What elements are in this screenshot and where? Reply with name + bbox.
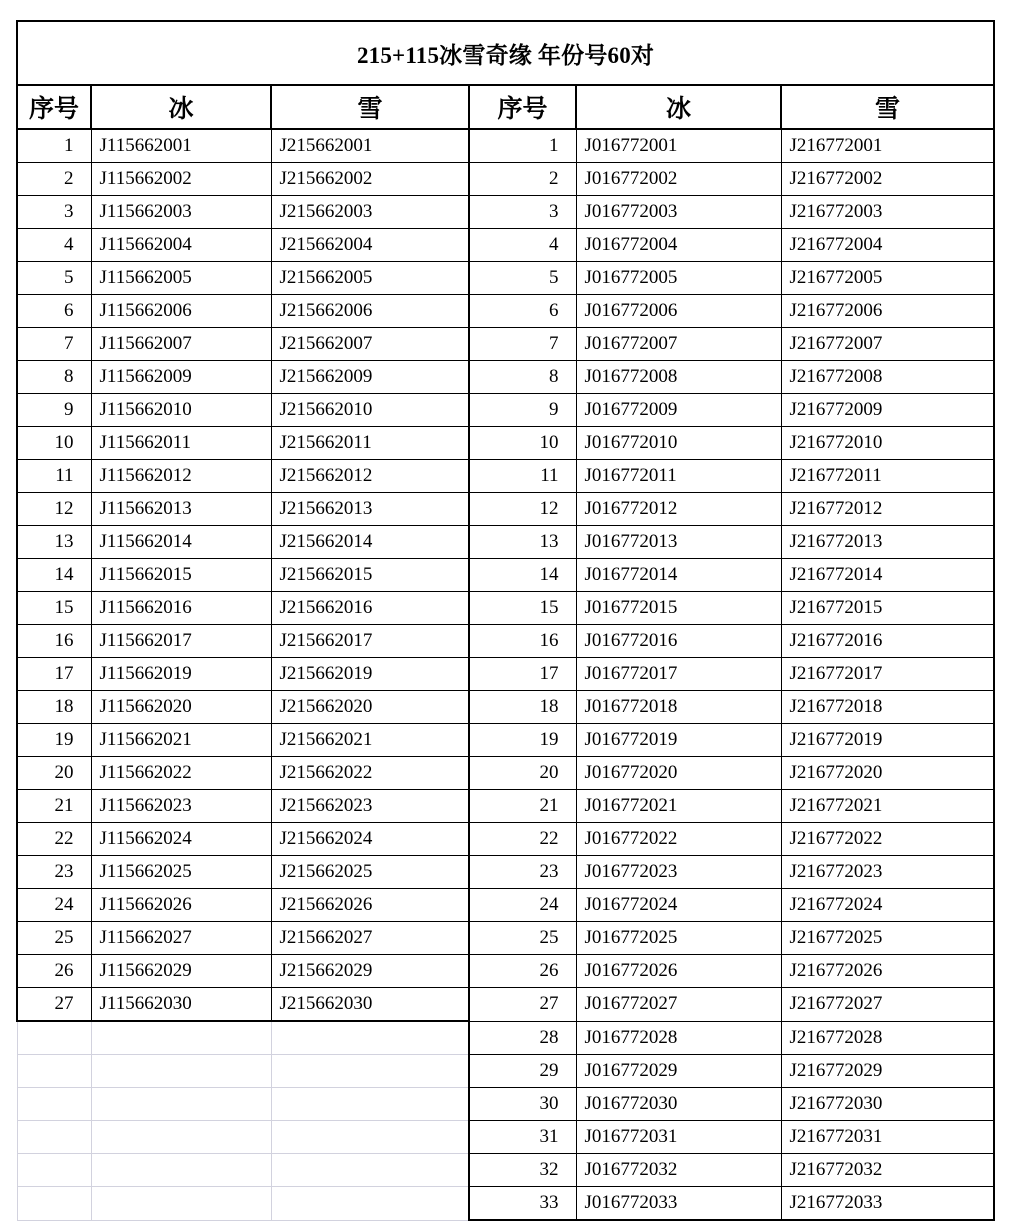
cell-snow-left: J215662002 [271, 163, 469, 196]
cell-ice-right: J016772023 [576, 856, 781, 889]
cell-snow-left: J215662015 [271, 559, 469, 592]
cell-ice-left: J115662021 [91, 724, 271, 757]
table-row [17, 625, 994, 658]
table-row [17, 757, 994, 790]
cell-index-left: 2 [17, 163, 91, 196]
cell-snow-right: J216772027 [781, 988, 994, 1022]
cell-snow-right: J216772022 [781, 823, 994, 856]
cell-empty-left [17, 1121, 91, 1154]
table-row [17, 427, 994, 460]
cell-index-right: 5 [469, 262, 576, 295]
cell-ice-left: J115662015 [91, 559, 271, 592]
cell-ice-left: J115662012 [91, 460, 271, 493]
cell-ice-left: J115662017 [91, 625, 271, 658]
cell-empty-left [17, 1154, 91, 1187]
cell-empty-left [271, 1154, 469, 1187]
cell-index-left: 13 [17, 526, 91, 559]
cell-empty-left [17, 1187, 91, 1221]
cell-index-left: 24 [17, 889, 91, 922]
cell-ice-right: J016772024 [576, 889, 781, 922]
cell-snow-left: J215662009 [271, 361, 469, 394]
cell-ice-left: J115662023 [91, 790, 271, 823]
cell-snow-left: J215662003 [271, 196, 469, 229]
cell-snow-left: J215662026 [271, 889, 469, 922]
cell-snow-right: J216772023 [781, 856, 994, 889]
cell-ice-right: J016772021 [576, 790, 781, 823]
cell-ice-right: J016772022 [576, 823, 781, 856]
cell-snow-right: J216772001 [781, 129, 994, 163]
cell-index-right: 10 [469, 427, 576, 460]
cell-ice-left: J115662006 [91, 295, 271, 328]
cell-ice-left: J115662029 [91, 955, 271, 988]
cell-snow-left: J215662011 [271, 427, 469, 460]
cell-snow-left: J215662029 [271, 955, 469, 988]
cell-ice-left: J115662001 [91, 129, 271, 163]
cell-snow-left: J215662007 [271, 328, 469, 361]
table-row [17, 129, 994, 163]
cell-ice-right: J016772010 [576, 427, 781, 460]
cell-ice-left: J115662020 [91, 691, 271, 724]
cell-snow-left: J215662023 [271, 790, 469, 823]
cell-index-right: 21 [469, 790, 576, 823]
cell-index-right: 13 [469, 526, 576, 559]
cell-empty-left [271, 1088, 469, 1121]
header-ice-right: 冰 [576, 85, 781, 129]
header-row [17, 85, 994, 129]
cell-index-right: 7 [469, 328, 576, 361]
cell-snow-right: J216772012 [781, 493, 994, 526]
cell-snow-left: J215662021 [271, 724, 469, 757]
table-row [17, 262, 994, 295]
cell-ice-left: J115662016 [91, 592, 271, 625]
cell-index-right: 2 [469, 163, 576, 196]
cell-ice-right: J016772008 [576, 361, 781, 394]
table-row [17, 691, 994, 724]
table-row [17, 1154, 994, 1187]
cell-ice-left: J115662007 [91, 328, 271, 361]
cell-ice-left: J115662003 [91, 196, 271, 229]
cell-index-right: 25 [469, 922, 576, 955]
cell-snow-right: J216772026 [781, 955, 994, 988]
cell-ice-left: J115662014 [91, 526, 271, 559]
table-row [17, 394, 994, 427]
cell-index-left: 9 [17, 394, 91, 427]
cell-snow-right: J216772014 [781, 559, 994, 592]
cell-ice-left: J115662027 [91, 922, 271, 955]
table-row [17, 1088, 994, 1121]
cell-index-right: 19 [469, 724, 576, 757]
table-row [17, 1055, 994, 1088]
cell-index-right: 28 [469, 1021, 576, 1055]
cell-index-right: 26 [469, 955, 576, 988]
cell-ice-right: J016772020 [576, 757, 781, 790]
cell-ice-right: J016772018 [576, 691, 781, 724]
table-row [17, 361, 994, 394]
cell-ice-right: J016772002 [576, 163, 781, 196]
cell-index-right: 30 [469, 1088, 576, 1121]
cell-index-left: 22 [17, 823, 91, 856]
cell-index-right: 14 [469, 559, 576, 592]
header-index-right: 序号 [469, 85, 576, 129]
cell-snow-right: J216772011 [781, 460, 994, 493]
pairs-table [16, 20, 995, 1221]
cell-snow-left: J215662027 [271, 922, 469, 955]
cell-ice-left: J115662009 [91, 361, 271, 394]
table-row [17, 526, 994, 559]
cell-ice-left: J115662005 [91, 262, 271, 295]
cell-snow-left: J215662020 [271, 691, 469, 724]
table-row [17, 790, 994, 823]
cell-index-left: 16 [17, 625, 91, 658]
cell-ice-right: J016772028 [576, 1021, 781, 1055]
table-row [17, 163, 994, 196]
cell-snow-right: J216772006 [781, 295, 994, 328]
cell-snow-right: J216772033 [781, 1187, 994, 1221]
table-row [17, 1121, 994, 1154]
cell-index-right: 33 [469, 1187, 576, 1221]
table-row [17, 658, 994, 691]
cell-snow-right: J216772015 [781, 592, 994, 625]
cell-snow-right: J216772030 [781, 1088, 994, 1121]
cell-snow-left: J215662006 [271, 295, 469, 328]
cell-ice-right: J016772004 [576, 229, 781, 262]
header-ice-left: 冰 [91, 85, 271, 129]
cell-ice-right: J016772031 [576, 1121, 781, 1154]
cell-ice-right: J016772007 [576, 328, 781, 361]
cell-snow-right: J216772019 [781, 724, 994, 757]
title-row [17, 21, 994, 85]
cell-empty-left [17, 1055, 91, 1088]
cell-index-right: 11 [469, 460, 576, 493]
table-row [17, 1021, 994, 1055]
cell-index-left: 21 [17, 790, 91, 823]
cell-index-left: 5 [17, 262, 91, 295]
cell-empty-left [271, 1021, 469, 1055]
cell-snow-right: J216772008 [781, 361, 994, 394]
cell-index-right: 16 [469, 625, 576, 658]
cell-ice-right: J016772009 [576, 394, 781, 427]
cell-index-left: 14 [17, 559, 91, 592]
table-row [17, 559, 994, 592]
cell-ice-left: J115662030 [91, 988, 271, 1022]
cell-ice-right: J016772013 [576, 526, 781, 559]
table-row [17, 460, 994, 493]
cell-snow-right: J216772010 [781, 427, 994, 460]
cell-ice-left: J115662004 [91, 229, 271, 262]
cell-ice-right: J016772006 [576, 295, 781, 328]
cell-ice-right: J016772016 [576, 625, 781, 658]
cell-snow-left: J215662014 [271, 526, 469, 559]
cell-index-right: 18 [469, 691, 576, 724]
cell-index-left: 25 [17, 922, 91, 955]
cell-snow-left: J215662025 [271, 856, 469, 889]
cell-empty-left [91, 1187, 271, 1221]
cell-empty-left [17, 1088, 91, 1121]
cell-snow-left: J215662005 [271, 262, 469, 295]
cell-ice-left: J115662013 [91, 493, 271, 526]
cell-snow-right: J216772031 [781, 1121, 994, 1154]
cell-snow-left: J215662004 [271, 229, 469, 262]
cell-snow-left: J215662013 [271, 493, 469, 526]
cell-snow-right: J216772028 [781, 1021, 994, 1055]
cell-ice-right: J016772001 [576, 129, 781, 163]
table-row [17, 328, 994, 361]
cell-snow-right: J216772002 [781, 163, 994, 196]
cell-ice-right: J016772017 [576, 658, 781, 691]
spreadsheet-sheet [16, 20, 993, 1221]
cell-snow-right: J216772005 [781, 262, 994, 295]
cell-ice-right: J016772005 [576, 262, 781, 295]
cell-index-right: 20 [469, 757, 576, 790]
cell-index-right: 15 [469, 592, 576, 625]
cell-empty-left [17, 1021, 91, 1055]
cell-index-left: 6 [17, 295, 91, 328]
cell-index-right: 9 [469, 394, 576, 427]
cell-snow-left: J215662030 [271, 988, 469, 1022]
cell-index-right: 1 [469, 129, 576, 163]
table-row [17, 1187, 994, 1221]
cell-empty-left [91, 1021, 271, 1055]
cell-snow-left: J215662010 [271, 394, 469, 427]
cell-snow-right: J216772004 [781, 229, 994, 262]
cell-snow-left: J215662017 [271, 625, 469, 658]
cell-ice-right: J016772011 [576, 460, 781, 493]
cell-index-right: 23 [469, 856, 576, 889]
cell-ice-left: J115662026 [91, 889, 271, 922]
table-row [17, 592, 994, 625]
table-row [17, 955, 994, 988]
cell-ice-right: J016772032 [576, 1154, 781, 1187]
cell-index-right: 17 [469, 658, 576, 691]
document-title: 215+115冰雪奇缘 年份号60对 [17, 21, 994, 85]
header-snow-left: 雪 [271, 85, 469, 129]
cell-snow-left: J215662001 [271, 129, 469, 163]
cell-ice-right: J016772030 [576, 1088, 781, 1121]
cell-snow-right: J216772024 [781, 889, 994, 922]
cell-index-left: 26 [17, 955, 91, 988]
cell-index-left: 12 [17, 493, 91, 526]
cell-index-right: 24 [469, 889, 576, 922]
cell-index-left: 19 [17, 724, 91, 757]
cell-ice-left: J115662025 [91, 856, 271, 889]
cell-ice-right: J016772033 [576, 1187, 781, 1221]
cell-snow-right: J216772017 [781, 658, 994, 691]
cell-empty-left [271, 1055, 469, 1088]
table-row [17, 295, 994, 328]
cell-snow-right: J216772018 [781, 691, 994, 724]
cell-snow-right: J216772029 [781, 1055, 994, 1088]
cell-snow-right: J216772032 [781, 1154, 994, 1187]
cell-ice-right: J016772027 [576, 988, 781, 1022]
cell-index-right: 3 [469, 196, 576, 229]
cell-ice-left: J115662011 [91, 427, 271, 460]
cell-ice-left: J115662022 [91, 757, 271, 790]
cell-ice-right: J016772003 [576, 196, 781, 229]
cell-ice-right: J016772014 [576, 559, 781, 592]
cell-index-right: 6 [469, 295, 576, 328]
header-index-left: 序号 [17, 85, 91, 129]
cell-index-left: 10 [17, 427, 91, 460]
cell-ice-left: J115662002 [91, 163, 271, 196]
cell-index-left: 27 [17, 988, 91, 1022]
table-row [17, 229, 994, 262]
cell-index-left: 1 [17, 129, 91, 163]
cell-ice-right: J016772012 [576, 493, 781, 526]
cell-ice-right: J016772029 [576, 1055, 781, 1088]
cell-ice-left: J115662024 [91, 823, 271, 856]
cell-empty-left [271, 1187, 469, 1221]
cell-empty-left [91, 1121, 271, 1154]
cell-snow-right: J216772013 [781, 526, 994, 559]
cell-ice-right: J016772026 [576, 955, 781, 988]
cell-snow-right: J216772021 [781, 790, 994, 823]
cell-index-right: 4 [469, 229, 576, 262]
cell-index-right: 32 [469, 1154, 576, 1187]
cell-index-right: 8 [469, 361, 576, 394]
cell-snow-left: J215662012 [271, 460, 469, 493]
cell-snow-left: J215662016 [271, 592, 469, 625]
cell-snow-left: J215662019 [271, 658, 469, 691]
cell-snow-right: J216772003 [781, 196, 994, 229]
cell-ice-right: J016772019 [576, 724, 781, 757]
cell-index-left: 17 [17, 658, 91, 691]
cell-index-right: 31 [469, 1121, 576, 1154]
cell-index-right: 27 [469, 988, 576, 1022]
cell-ice-left: J115662010 [91, 394, 271, 427]
cell-empty-left [91, 1055, 271, 1088]
cell-index-left: 7 [17, 328, 91, 361]
cell-snow-right: J216772007 [781, 328, 994, 361]
cell-index-left: 8 [17, 361, 91, 394]
cell-index-left: 23 [17, 856, 91, 889]
cell-ice-left: J115662019 [91, 658, 271, 691]
cell-index-right: 22 [469, 823, 576, 856]
table-row [17, 856, 994, 889]
cell-snow-right: J216772020 [781, 757, 994, 790]
table-row [17, 922, 994, 955]
table-row [17, 196, 994, 229]
header-snow-right: 雪 [781, 85, 994, 129]
table-row [17, 493, 994, 526]
cell-index-left: 18 [17, 691, 91, 724]
cell-index-right: 12 [469, 493, 576, 526]
cell-empty-left [91, 1154, 271, 1187]
cell-snow-left: J215662024 [271, 823, 469, 856]
cell-snow-right: J216772016 [781, 625, 994, 658]
table-row [17, 724, 994, 757]
cell-index-left: 3 [17, 196, 91, 229]
cell-index-left: 11 [17, 460, 91, 493]
table-row [17, 988, 994, 1022]
cell-snow-left: J215662022 [271, 757, 469, 790]
table-row [17, 889, 994, 922]
cell-ice-right: J016772025 [576, 922, 781, 955]
cell-snow-right: J216772025 [781, 922, 994, 955]
cell-ice-right: J016772015 [576, 592, 781, 625]
table-row [17, 823, 994, 856]
cell-index-right: 29 [469, 1055, 576, 1088]
cell-index-left: 15 [17, 592, 91, 625]
cell-index-left: 20 [17, 757, 91, 790]
cell-empty-left [271, 1121, 469, 1154]
cell-index-left: 4 [17, 229, 91, 262]
cell-snow-right: J216772009 [781, 394, 994, 427]
cell-empty-left [91, 1088, 271, 1121]
